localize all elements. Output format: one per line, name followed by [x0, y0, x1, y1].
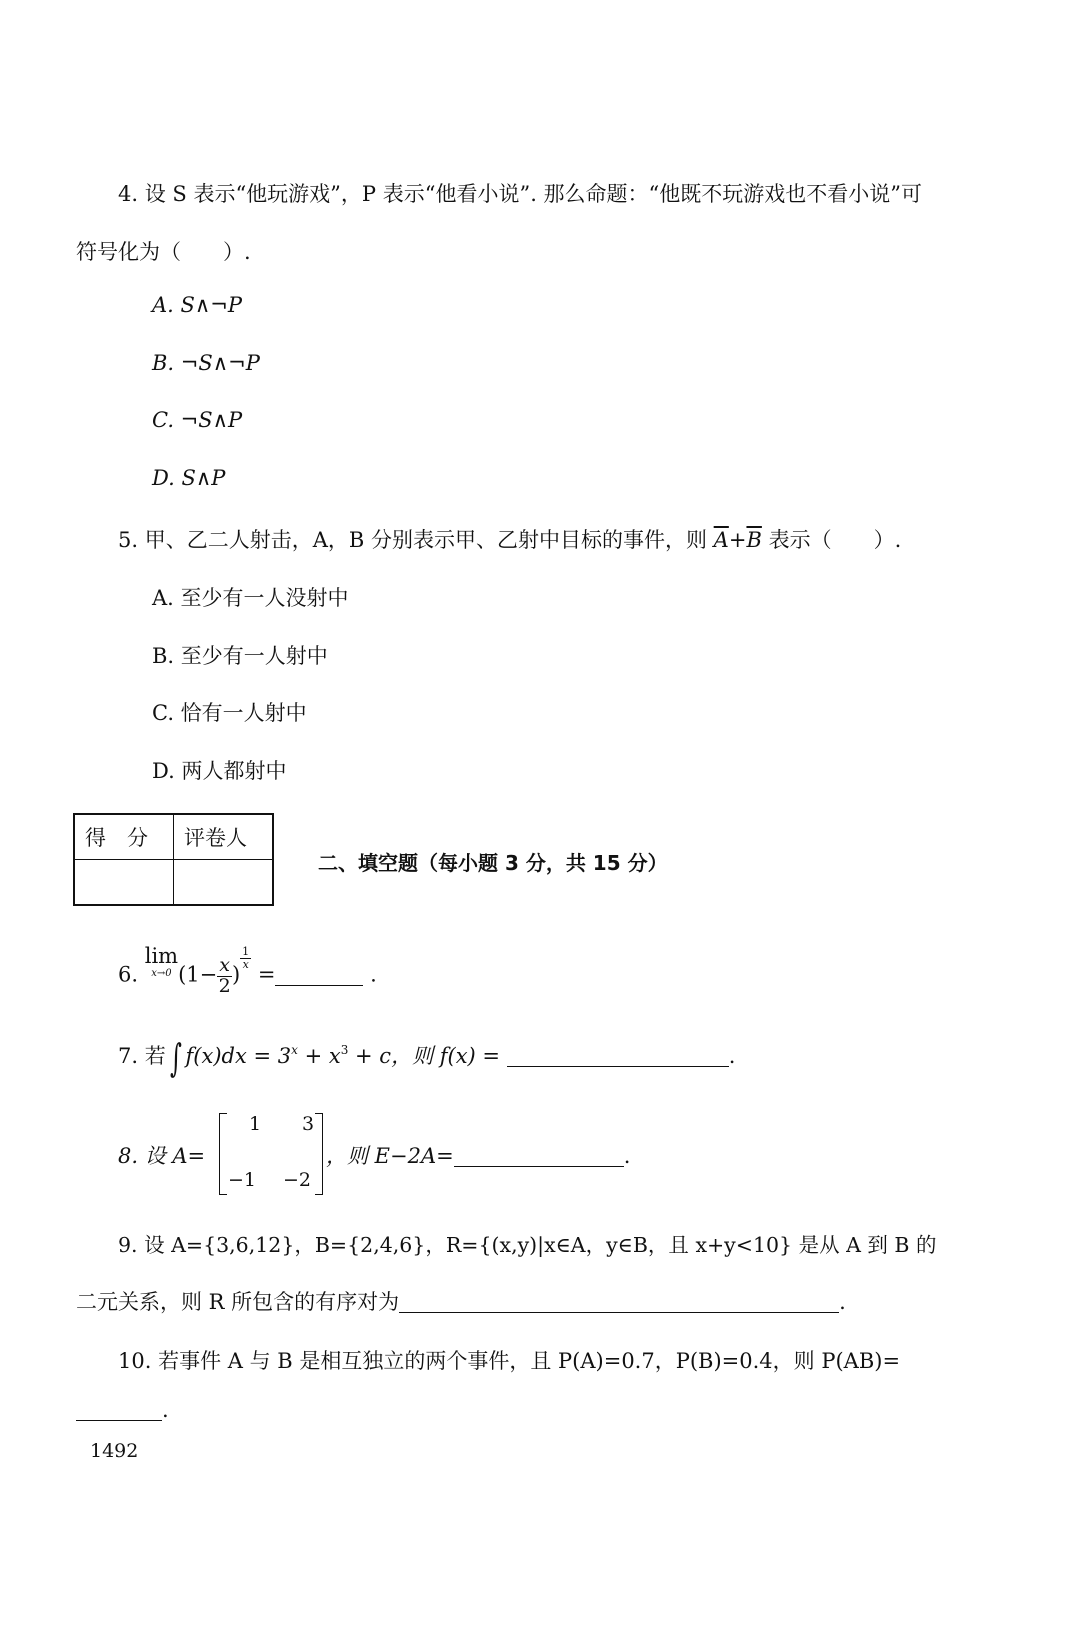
q7-sup1: x: [291, 1043, 298, 1057]
q6-number: 6.: [118, 962, 139, 987]
q9-line2-text: 二元关系，则 R 所包含的有序对为: [76, 1290, 400, 1314]
q7-tail: + c，则 f(x) =: [348, 1044, 501, 1068]
q6-exp-numerator: 1: [242, 945, 250, 958]
q4-stem-line1: 4. 设 S 表示“他玩游戏”，P 表示“他看小说”. 那么命题：“他既不玩游戏也不看小说”可: [118, 182, 923, 206]
q6-frac-numerator: x: [219, 953, 230, 976]
score-label: 得 分: [74, 814, 174, 860]
q5-option-b: B. 至少有一人射中: [152, 644, 328, 668]
q10-stem: 10. 若事件 A 与 B 是相互独立的两个事件，且 P(A)=0.7，P(B)=0.4，则 P(AB)=: [118, 1349, 901, 1373]
q10-answer-blank[interactable]: [76, 1400, 162, 1421]
q4-option-b: B. ¬S∧¬P: [152, 351, 260, 375]
q5-plus: +: [728, 528, 747, 552]
q4-stem-line2: 符号化为（ ）.: [76, 240, 251, 264]
q5-a-bar: $\overline{A}$: [713, 528, 729, 552]
page-number: 1492: [90, 1440, 139, 1462]
q6-limit: [145, 946, 178, 979]
matrix-left-bracket-icon: [219, 1113, 227, 1195]
q6-end: .: [370, 962, 377, 987]
matrix-cell-21: −1: [228, 1169, 257, 1191]
q7-sup2: 3: [340, 1043, 349, 1057]
q5-stem-pre: 5. 甲、乙二人射击，A，B 分别表示甲、乙射中目标的事件，则: [118, 528, 714, 552]
q5-option-a: A. 至少有一人没射中: [152, 586, 349, 610]
q6-close: ): [231, 962, 241, 987]
q5-stem: [118, 524, 901, 554]
q8-prefix: 8. 设 A=: [118, 1144, 206, 1168]
integral-sign-icon: ∫: [169, 1036, 182, 1080]
q10-answer-line: [76, 1398, 169, 1422]
grader-cell[interactable]: [174, 860, 274, 906]
q4-option-a: A. S∧¬P: [152, 293, 242, 317]
q5-stem-post: 表示（ ）.: [761, 528, 902, 552]
q5-option-c: C. 恰有一人射中: [152, 701, 307, 725]
q9-stem-line2: [76, 1286, 846, 1316]
q6-exp-denominator: x: [242, 957, 249, 971]
q8-answer-blank[interactable]: [454, 1146, 624, 1167]
score-table: [73, 813, 274, 906]
q8-tail: ，则 E−2A=: [326, 1144, 454, 1168]
section2-title: 二、填空题（每小题 3 分，共 15 分）: [318, 851, 668, 875]
q6-lim-label: lim: [144, 944, 179, 968]
matrix-cell-12: 3: [302, 1113, 315, 1135]
q9-answer-blank[interactable]: [399, 1292, 839, 1313]
q9-end: .: [839, 1290, 846, 1314]
q6-exponent: [240, 946, 251, 970]
q6-answer-blank[interactable]: [275, 965, 363, 986]
q8-matrix: [219, 1113, 323, 1193]
matrix-cell-11: 1: [249, 1113, 262, 1135]
q6-frac-denominator: 2: [218, 974, 231, 997]
q6-expression: [118, 946, 377, 996]
q5-option-d: D. 两人都射中: [152, 759, 287, 783]
q5-b-bar: $\overline{B}$: [746, 528, 762, 552]
matrix-right-bracket-icon: [315, 1113, 323, 1195]
q7-expr: f(x)dx = 3: [185, 1044, 292, 1068]
score-cell[interactable]: [74, 860, 174, 906]
q10-end: .: [162, 1398, 169, 1422]
q4-option-d: D. S∧P: [152, 466, 226, 490]
q6-fraction: [217, 953, 232, 997]
q7-end: .: [728, 1044, 736, 1068]
q6-lim-sub: x→0: [151, 968, 172, 979]
grader-label: 评卷人: [174, 814, 274, 860]
q6-equals: =: [257, 962, 276, 987]
q9-stem-line1: 9. 设 A={3,6,12}，B={2,4,6}，R={(x,y)|x∈A，y∈B，且 x+y<10} 是从 A 到 B 的: [118, 1233, 937, 1257]
q4-option-c: C. ¬S∧P: [152, 408, 243, 432]
q7-number: 7. 若: [118, 1044, 166, 1068]
q7-answer-blank[interactable]: [507, 1046, 729, 1067]
q7-expression: [118, 1036, 735, 1080]
q6-open: (1−: [178, 962, 218, 987]
q7-mid: + x: [297, 1044, 341, 1068]
q8-end: .: [623, 1144, 631, 1168]
q8-suffix: [326, 1140, 630, 1170]
matrix-cell-22: −2: [283, 1169, 312, 1191]
